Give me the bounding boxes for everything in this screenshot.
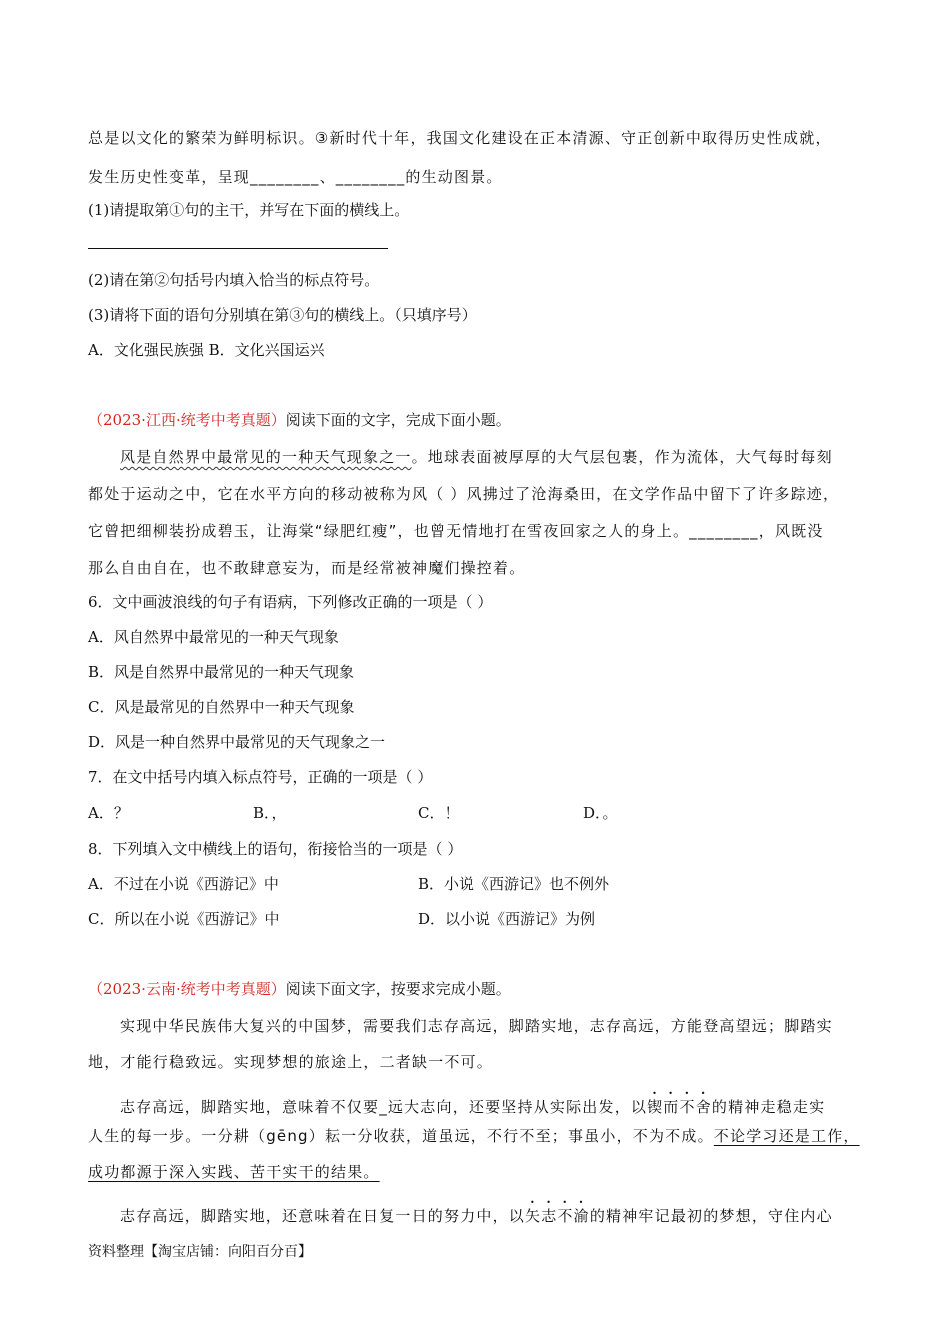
question-7-option-c: C．！	[418, 804, 460, 822]
question-6-option-a: A．风自然界中最常见的一种天气现象	[88, 628, 339, 646]
question-8-option-d: D．以小说《西游记》为例	[418, 910, 596, 928]
instruction: 阅读下面的文字，完成下面小题。	[285, 411, 511, 429]
paragraph-line: 志存高远，脚踏实地，还意味着在日复一日的努力中，以矢志不渝的精神牢记最初的梦想，守住内心	[120, 1207, 833, 1225]
source-label: （2023·云南·统考中考真题）	[88, 980, 286, 998]
question-8: 8．下列填入文中横线上的语句，衔接恰当的一项是（ ）	[88, 840, 463, 858]
answer-line	[88, 248, 388, 249]
question-1: (1)请提取第①句的主干，并写在下面的横线上。	[88, 201, 410, 219]
question-6: 6．文中画波浪线的句子有语病，下列修改正确的一项是（ ）	[88, 593, 493, 611]
source-label: （2023·江西·统考中考真题）	[88, 411, 286, 429]
paragraph-line: 人生的每一步。一分耕（gēng）耘一分收获，道虽远，不行不至；事虽小，不为不成。不论学习还是工作，	[88, 1127, 860, 1145]
paragraph-line: 风是自然界中最常见的一种天气现象之一。地球表面被厚厚的大气层包裹，作为流体，大气每时每刻	[120, 448, 833, 466]
instruction: 阅读下面文字，按要求完成小题。	[285, 980, 511, 998]
dotted-phrase: 锲而不舍	[647, 1098, 712, 1116]
paragraph-line: 都处于运动之中，它在水平方向的移动被称为风（ ）风拂过了沧海桑田，在文学作品中留下了许多踪迹，	[88, 485, 840, 503]
dotted-phrase: 矢志不渝	[525, 1207, 590, 1225]
question-3: (3)请将下面的语句分别填在第③句的横线上。（只填序号）	[88, 306, 477, 324]
question-3-options: A．文化强民族强 B．文化兴国运兴	[88, 341, 325, 359]
question-6-option-c: C．风是最常见的自然界中一种天气现象	[88, 698, 355, 716]
question-8-option-b: B．小说《西游记》也不例外	[418, 875, 610, 893]
question-7-option-a: A．？	[88, 804, 129, 822]
question-7: 7．在文中括号内填入标点符号，正确的一项是（ ）	[88, 768, 433, 786]
paragraph-line: 地，才能行稳致远。实现梦想的旅途上，二者缺一不可。	[88, 1053, 494, 1071]
question-6-option-d: D．风是一种自然界中最常见的天气现象之一	[88, 733, 386, 751]
paragraph-line: 实现中华民族伟大复兴的中国梦，需要我们志存高远，脚踏实地，志存高远，方能登高望远；脚踏实	[120, 1017, 833, 1035]
question-7-option-d: D．。	[583, 804, 618, 822]
underlined-sentence: 成功都源于深入实践、苦干实干的结果。	[88, 1163, 380, 1181]
paragraph-line: 那么自由自在，也不敢肆意妄为，而是经常被神魔们操控着。	[88, 559, 526, 577]
footer-text: 资料整理【淘宝店铺：向阳百分百】	[88, 1244, 312, 1260]
question-7-option-b: B．，	[253, 804, 287, 822]
question-2: (2)请在第②句括号内填入恰当的标点符号。	[88, 271, 380, 289]
paragraph-line: 志存高远，脚踏实地，意味着不仅要_远大志向，还要坚持从实际出发，以锲而不舍的精神走稳走实	[120, 1098, 826, 1116]
paragraph-line: 它曾把细柳装扮成碧玉，让海棠“绿肥红瘦”，也曾无情地打在雪夜回家之人的身上。________，风既没	[88, 522, 824, 540]
question-6-option-b: B．风是自然界中最常见的一种天气现象	[88, 663, 355, 681]
question-8-option-a: A．不过在小说《西游记》中	[88, 875, 279, 893]
section-header-jiangxi	[88, 410, 511, 430]
paragraph-line	[88, 1162, 380, 1182]
wavy-underlined-sentence: 风是自然界中最常见的一种天气现象之一	[120, 448, 412, 466]
question-8-option-c: C．所以在小说《西游记》中	[88, 910, 280, 928]
paragraph-line: 发生历史性变革，呈现________、________的生动图景。	[88, 168, 503, 186]
paragraph-line: 总是以文化的繁荣为鲜明标识。③新时代十年，我国文化建设在正本清源、守正创新中取得历史性成就，	[88, 129, 832, 147]
underlined-sentence: 不论学习还是工作，	[713, 1127, 860, 1145]
section-header-yunnan	[88, 979, 511, 999]
